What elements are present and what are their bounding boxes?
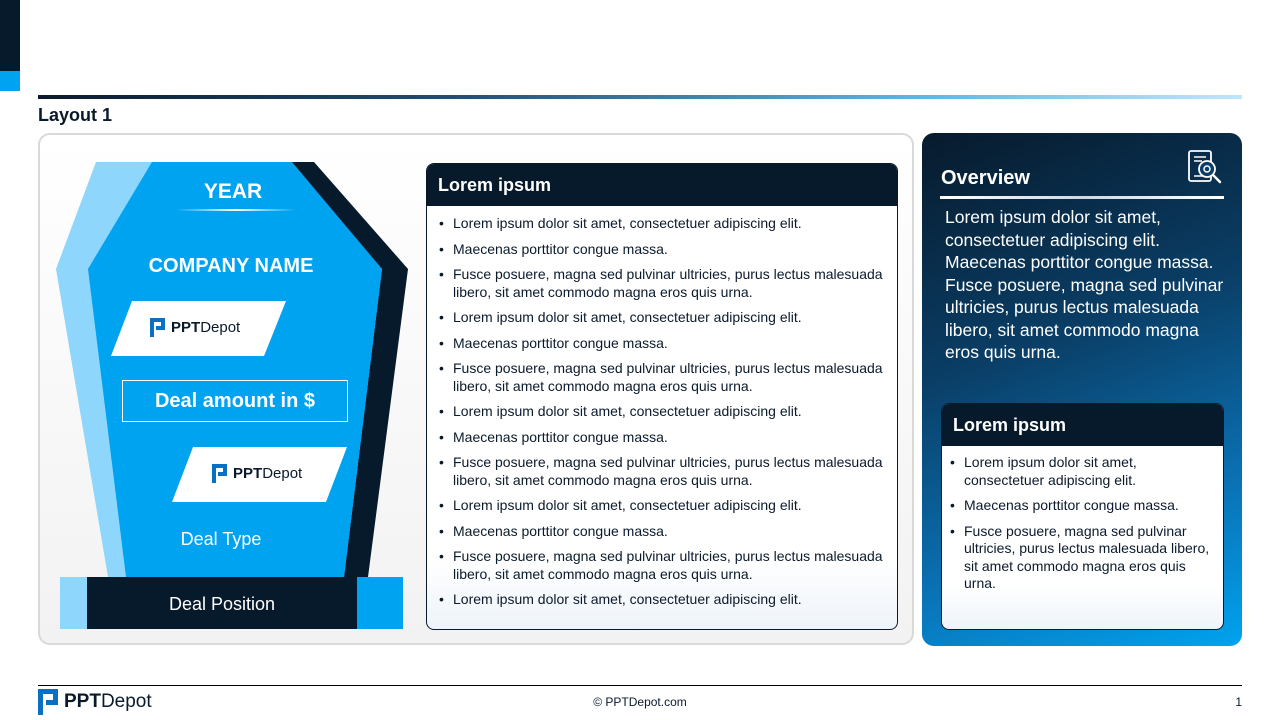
pptdepot-logo-icon [150,318,165,337]
company-logo-1 [150,318,240,337]
overview-panel [922,133,1242,646]
list-item: • Maecenas porttitor congue massa. [439,523,885,541]
list-item: • Lorem ipsum dolor sit amet, consectetuer adipiscing elit. [439,591,885,609]
award-company-name: COMPANY NAME [148,255,314,277]
list-item: • Fusce posuere, magna sed pulvinar ultricies, purus lectus malesuada libero, sit amet commodo magna eros quis urna. [950,523,1213,593]
list-item: • Lorem ipsum dolor sit amet, consectetuer adipiscing elit. [950,454,1213,489]
overview-bullet-list [942,446,1223,593]
award-year: YEAR [203,180,263,203]
footer-wordmark: PPTDepot [64,691,152,712]
list-item: • Maecenas porttitor congue massa. [439,335,885,353]
deal-amount-box: Deal amount in $ [122,380,348,422]
copyright-text: © PPTDepot.com [593,695,687,709]
header-rule [38,95,1242,99]
list-item: • Maecenas porttitor congue massa. [439,429,885,447]
deal-position-label: Deal Position [168,594,276,614]
overview-list-card [941,403,1224,630]
overview-rule [940,196,1224,199]
footer-logo [38,689,152,715]
document-search-icon [1186,149,1224,187]
overview-text: Lorem ipsum dolor sit amet, consectetuer adipiscing elit. Maecenas porttitor congue massa. Fusce posuere, magna sed pulvinar ultricies, purus lectus malesuada libero, sit amet commodo magna eros quis urna. [945,207,1224,362]
overview-title: Overview [941,167,1030,189]
list-item: • Maecenas porttitor congue massa. [439,241,885,259]
list-item: • Lorem ipsum dolor sit amet, consectetuer adipiscing elit. [439,497,885,515]
list-item: • Lorem ipsum dolor sit amet, consectetuer adipiscing elit. [439,403,885,421]
main-list-card [426,163,898,630]
corner-accent-dark [0,0,20,71]
page-number: 1 [1235,695,1242,709]
logo-wordmark: PPTDepot [233,465,303,482]
year-underline [176,209,296,211]
logo-wordmark: PPTDepot [171,319,241,336]
footer-rule [38,685,1242,686]
list-item: • Fusce posuere, magna sed pulvinar ultricies, purus lectus malesuada libero, sit amet commodo magna eros quis urna. [439,266,885,301]
pptdepot-logo-icon [38,689,58,715]
list-item: • Lorem ipsum dolor sit amet, consectetuer adipiscing elit. [439,309,885,327]
company-logo-2 [212,464,302,483]
layout-title: Layout 1 [38,105,113,125]
main-bullet-list [427,206,897,609]
pptdepot-logo-icon [212,464,227,483]
main-card-title: Lorem ipsum [427,164,897,206]
list-item: • Fusce posuere, magna sed pulvinar ultricies, purus lectus malesuada libero, sit amet commodo magna eros quis urna. [439,360,885,395]
list-item: • Fusce posuere, magna sed pulvinar ultricies, purus lectus malesuada libero, sit amet commodo magna eros quis urna. [439,548,885,583]
list-item: • Lorem ipsum dolor sit amet, consectetuer adipiscing elit. [439,215,885,233]
list-item: • Fusce posuere, magna sed pulvinar ultricies, purus lectus malesuada libero, sit amet commodo magna eros quis urna. [439,454,885,489]
corner-accent-blue [0,71,20,91]
overview-card-title: Lorem ipsum [942,404,1223,446]
list-item: • Maecenas porttitor congue massa. [950,497,1213,515]
deal-type-label: Deal Type [180,529,262,549]
award-trophy [56,162,408,630]
